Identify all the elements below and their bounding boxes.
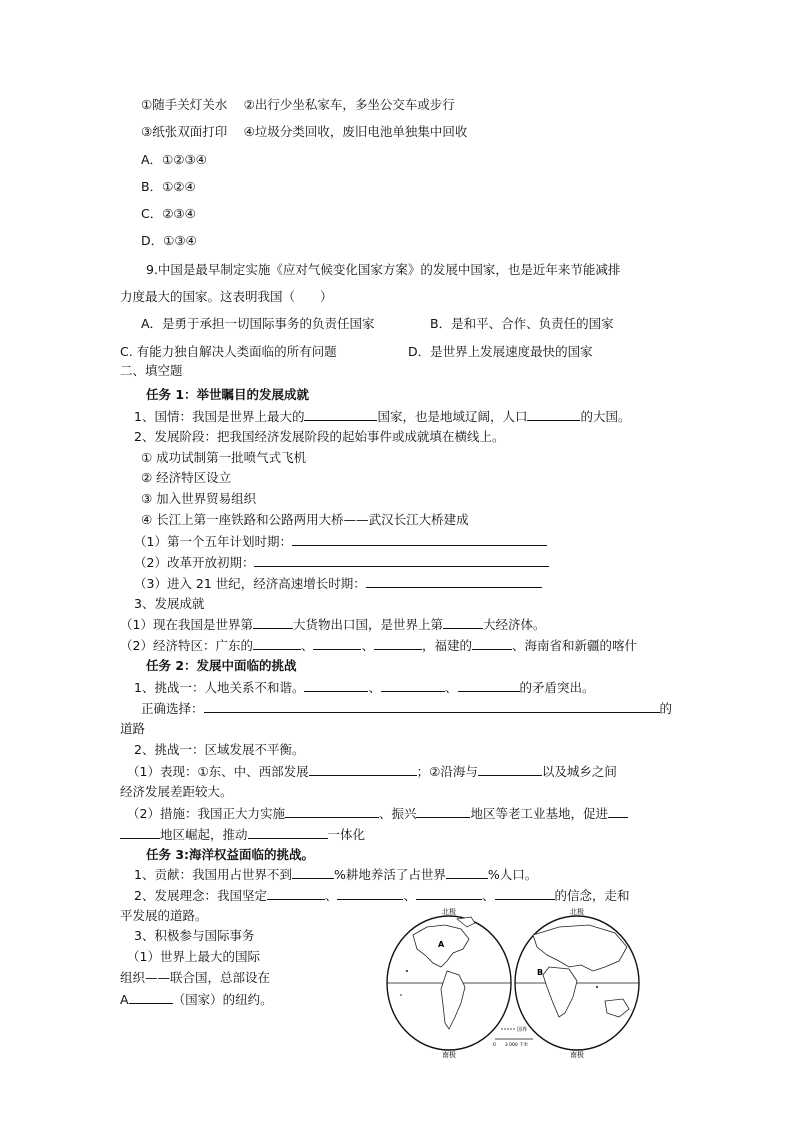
- scale-text: 0 3 000 千米: [493, 1043, 529, 1048]
- ach2-text-d: ，福建的: [422, 638, 473, 653]
- blank-conflict-3[interactable]: [458, 679, 520, 692]
- blank-un-country[interactable]: [129, 991, 173, 1004]
- t3-un-a-label: A: [120, 992, 129, 1007]
- blank-rise-region-b[interactable]: [120, 826, 160, 839]
- t3-q2-cont: 平发展的道路。: [120, 908, 208, 923]
- blank-sez-2[interactable]: [313, 637, 361, 650]
- section-title: 二、填空题: [120, 363, 183, 378]
- t1-q3: 3、发展成就: [134, 596, 205, 611]
- blank-belief-2[interactable]: [337, 887, 403, 900]
- stage-1: [134, 533, 547, 550]
- t3-q2-sep-1: 、: [324, 888, 338, 903]
- blank-belief-1[interactable]: [267, 887, 325, 900]
- blank-belief-4[interactable]: [495, 887, 555, 900]
- t3-q1-text-c: %人口。: [487, 867, 538, 882]
- north-pole-label-left: 北极: [442, 908, 456, 916]
- t3-un-line3: [120, 991, 273, 1008]
- t2-choose-end: 的: [659, 701, 673, 716]
- t3-q2-sep-2: 、: [403, 888, 416, 903]
- blank-population-percent[interactable]: [446, 866, 488, 879]
- t2-measures: [127, 805, 628, 822]
- t2-p2-text-c: 地区等老工业基地，促进: [470, 806, 608, 821]
- blank-conflict-1[interactable]: [304, 679, 368, 692]
- t2-p2-text-b: 、振兴: [378, 806, 417, 821]
- event-item-3: ③ 加入世界贸易组织: [141, 491, 257, 506]
- map-label-b: B: [537, 968, 544, 977]
- blank-integration[interactable]: [248, 826, 328, 839]
- t2-p2-text-d: 地区崛起，推动: [160, 827, 248, 842]
- blank-farmland-percent[interactable]: [292, 866, 334, 879]
- ach2-sep-2: 、: [361, 638, 374, 653]
- ach1-text-a: （1）现在我国是世界第: [120, 617, 253, 632]
- ach2-sep-1: 、: [300, 638, 314, 653]
- event-item-1: ① 成功试制第一批喷气式飞机: [141, 450, 307, 465]
- t2-q1-sep-2: 、: [444, 680, 458, 695]
- blank-correct-choice[interactable]: [204, 700, 660, 713]
- t1-q1-text-a: 1、国情：我国是世界上最大的: [134, 409, 305, 424]
- task3-heading: 任务 3:海洋权益面临的挑战。: [146, 847, 315, 862]
- blank-sez-1[interactable]: [253, 637, 301, 650]
- t3-q1: [134, 866, 537, 883]
- blank-stage-2[interactable]: [254, 554, 549, 567]
- t2-p2-text-a: （2）措施：我国正大力实施: [127, 806, 285, 821]
- t2-measures-cont: [120, 826, 365, 843]
- blank-population[interactable]: [527, 408, 580, 421]
- t2-q1-text-a: 1、挑战一：人地关系不和谐。: [134, 680, 305, 695]
- ach2-text-a: （2）经济特区：广东的: [120, 638, 253, 653]
- blank-largest-country-type[interactable]: [304, 408, 377, 421]
- blank-stage-1[interactable]: [292, 533, 547, 546]
- event-item-2: ② 经济特区设立: [141, 470, 232, 485]
- world-hemispheres-map: [383, 905, 645, 1060]
- q8-choice-a: A．①②③④: [141, 152, 207, 167]
- blank-revitalize-region[interactable]: [416, 805, 470, 818]
- t3-q3: 3、积极参与国际事务: [134, 928, 255, 943]
- t2-correct-choice: [141, 700, 672, 717]
- q8-choice-c: C．②③④: [141, 206, 196, 221]
- t2-road: 道路: [120, 721, 146, 736]
- q8-choice-d: D．①③④: [141, 233, 197, 248]
- q9-choice-b: B．是和平、合作、负责任的国家: [430, 316, 614, 331]
- blank-belief-3[interactable]: [416, 887, 482, 900]
- q9-stem-line1: 9.中国是最早制定实施《应对气候变化国家方案》的发展中国家，也是近年来节能减排: [146, 262, 621, 277]
- t1-q1: [134, 408, 631, 425]
- q8-options-line2: ③纸张双面打印 ④垃圾分类回收，废旧电池单独集中回收: [141, 124, 468, 139]
- south-pole-label-right: 南极: [570, 1051, 584, 1059]
- task2-heading: 任务 2：发展中面临的挑战: [146, 658, 297, 673]
- ach1-text-b: 大货物出口国，是世界上第: [292, 617, 443, 632]
- achievement-1: [120, 616, 546, 633]
- ach1-text-c: 大经济体。: [482, 617, 546, 632]
- t2-performance: [127, 763, 617, 780]
- t2-q1-sep-1: 、: [368, 680, 381, 695]
- blank-strategy[interactable]: [285, 805, 379, 818]
- t2-q1-text-d: 的矛盾突出。: [519, 680, 595, 695]
- q9-stem-line2: 力度最大的国家。这表明我国（ ）: [120, 289, 333, 304]
- t3-un-line2: 组织——联合国，总部设在: [120, 970, 271, 985]
- q8-choice-b: B．①②④: [141, 179, 196, 194]
- blank-rise-region-a[interactable]: [608, 805, 628, 818]
- q9-choice-d: D．是世界上发展速度最快的国家: [408, 344, 593, 359]
- t1-q1-text-c: 的大国。: [580, 409, 631, 424]
- t1-q1-text-b: 国家，也是地域辽阔，人口: [377, 409, 528, 424]
- t1-q2: 2、发展阶段：把我国经济发展阶段的起始事件或成就填在横线上。: [134, 429, 505, 444]
- event-item-4: ④ 长江上第一座铁路和公路两用大桥——武汉长江大桥建成: [141, 512, 469, 527]
- q9-choice-a: A．是勇于承担一切国际事务的负责任国家: [141, 316, 375, 331]
- eastern-hemisphere: [515, 916, 639, 1050]
- blank-sez-3[interactable]: [374, 637, 422, 650]
- legend-border-text: 国界: [517, 1027, 528, 1033]
- blank-regional-development[interactable]: [309, 763, 417, 776]
- stage-2-label: （2）改革开放初期：: [134, 555, 255, 570]
- stage-1-label: （1）第一个五年计划时期：: [134, 534, 292, 549]
- north-pole-label-right: 北极: [570, 908, 584, 916]
- q9-choice-c: C. 有能力独自解决人类面临的所有问题: [120, 344, 337, 359]
- t3-q2-sep-3: 、: [482, 888, 495, 903]
- blank-export-rank[interactable]: [253, 616, 293, 629]
- t3-q2-text-a: 2、发展理念：我国坚定: [134, 888, 267, 903]
- blank-economy-rank[interactable]: [443, 616, 483, 629]
- blank-conflict-2[interactable]: [381, 679, 445, 692]
- t3-q1-text-b: %耕地养活了占世界: [333, 867, 446, 882]
- ach2-text-e: 、海南省和新疆的喀什: [512, 638, 638, 653]
- western-hemisphere: [387, 916, 511, 1050]
- blank-sez-fujian[interactable]: [472, 637, 512, 650]
- t2-p1-text-a: （1）表现：①东、中、西部发展: [127, 764, 309, 779]
- t2-choose-label: 正确选择：: [141, 701, 204, 716]
- t2-p1-text-b: ；②沿海与: [416, 764, 478, 779]
- south-pole-label-left: 南极: [442, 1051, 456, 1059]
- blank-inland[interactable]: [478, 763, 542, 776]
- blank-stage-3[interactable]: [366, 575, 542, 588]
- stage-3: [134, 575, 542, 592]
- t2-q2: 2、挑战一：区域发展不平衡。: [134, 742, 305, 757]
- stage-2: [134, 554, 549, 571]
- t3-q1-text-a: 1、贡献：我国用占世界不到: [134, 867, 292, 882]
- t3-q2-text-e: 的信念，走和: [554, 888, 630, 903]
- t2-p2-text-e: 一体化: [327, 827, 366, 842]
- t2-performance-cont: 经济发展差距较大。: [120, 784, 233, 799]
- t3-un-text-b: （国家）的纽约。: [172, 992, 273, 1007]
- achievement-2: [120, 637, 637, 654]
- t2-q1: [134, 679, 595, 696]
- q8-options-line1: ①随手关灯关水 ②出行少坐私家车，多坐公交车或步行: [141, 97, 455, 112]
- task1-heading: 任务 1：举世瞩目的发展成就: [146, 387, 310, 402]
- t3-un-line1: （1）世界上最大的国际: [127, 949, 260, 964]
- t2-p1-text-c: 以及城乡之间: [541, 764, 617, 779]
- stage-3-label: （3）进入 21 世纪，经济高速增长时期：: [134, 576, 366, 591]
- map-label-a: A: [438, 940, 445, 949]
- t3-q2: [134, 887, 630, 904]
